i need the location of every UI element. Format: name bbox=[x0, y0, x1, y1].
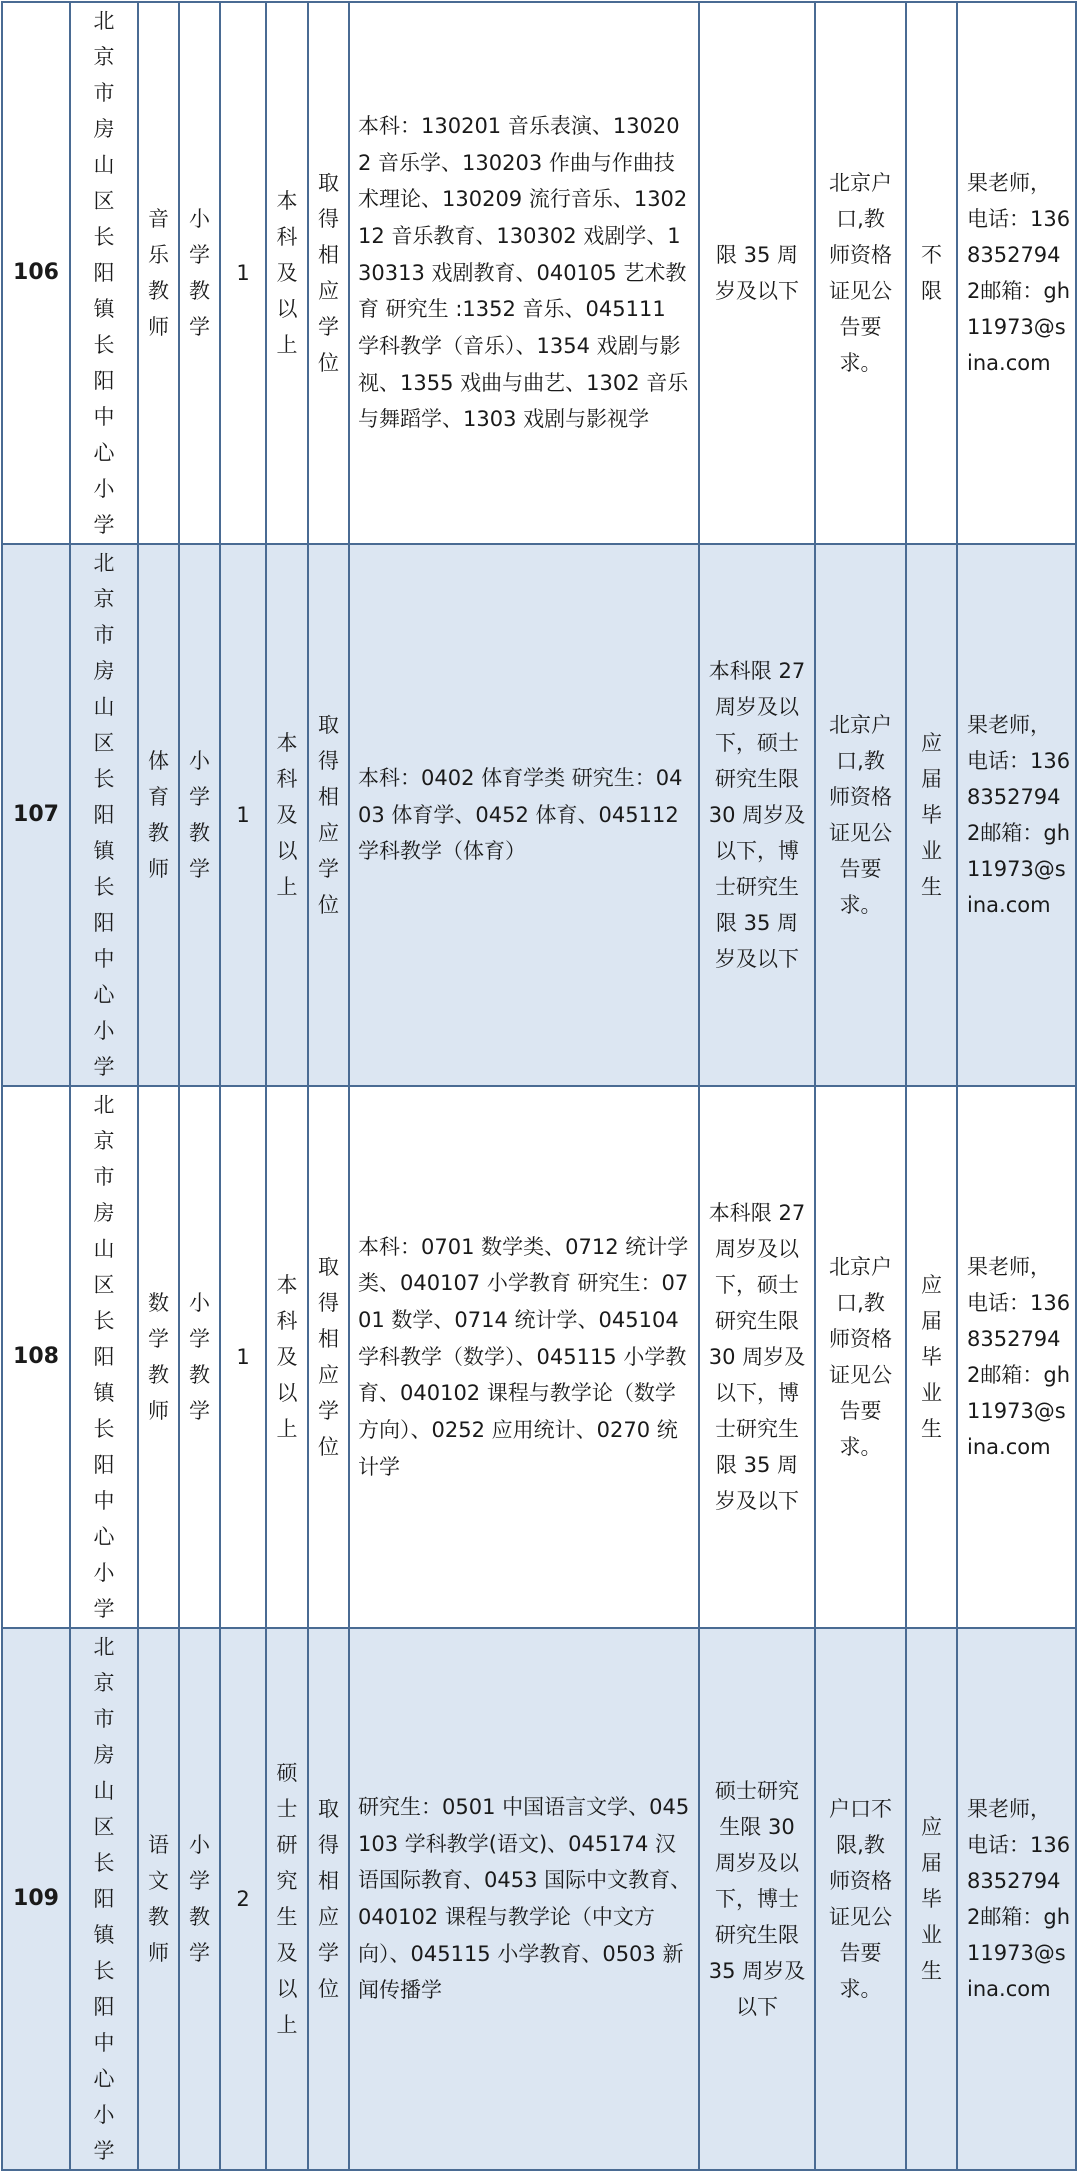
other-requirement: 北京户口,教师资格证见公告要求。 bbox=[815, 2, 906, 544]
position-number: 109 bbox=[2, 1628, 70, 2170]
contact-info: 果老师，电话：13683527942邮箱：gh11973@sina.com bbox=[957, 2, 1076, 544]
education-requirement: 本科及以上 bbox=[266, 1086, 308, 1628]
hiring-count: 1 bbox=[220, 544, 266, 1086]
position-name: 语文教师 bbox=[138, 1628, 179, 2170]
position-number: 106 bbox=[2, 2, 70, 544]
hiring-unit: 北京市房山区长阳镇长阳中心小学 bbox=[70, 1628, 138, 2170]
hiring-unit: 北京市房山区长阳镇长阳中心小学 bbox=[70, 1086, 138, 1628]
major-requirement: 本科：0402 体育学类 研究生：0403 体育学、0452 体育、045112 学科教学（体育） bbox=[349, 544, 699, 1086]
position-name: 数学教师 bbox=[138, 1086, 179, 1628]
table-row bbox=[2, 544, 1076, 1086]
education-requirement: 本科及以上 bbox=[266, 544, 308, 1086]
major-requirement: 本科：0701 数学类、0712 统计学类、040107 小学教育 研究生：0701 数学、0714 统计学、045104 学科教学（数学）、045115 小学教育、040102 课程与教学论（数学方向）、0252 应用统计、0270 统计学 bbox=[349, 1086, 699, 1628]
age-requirement: 硕士研究生限 30 周岁及以下，博士研究生限 35 周岁及以下 bbox=[699, 1628, 815, 2170]
age-requirement: 本科限 27 周岁及以下，硕士研究生限 30 周岁及以下，博士研究生限 35 周岁及以下 bbox=[699, 1086, 815, 1628]
contact-info: 果老师，电话：13683527942邮箱：gh11973@sina.com bbox=[957, 1086, 1076, 1628]
contact-info: 果老师，电话：13683527942邮箱：gh11973@sina.com bbox=[957, 1628, 1076, 2170]
table-row bbox=[2, 2, 1076, 544]
position-name: 体育教师 bbox=[138, 544, 179, 1086]
hiring-unit: 北京市房山区长阳镇长阳中心小学 bbox=[70, 544, 138, 1086]
position-category: 小学教学 bbox=[179, 2, 220, 544]
degree-requirement: 取得相应学位 bbox=[308, 544, 349, 1086]
age-requirement: 限 35 周岁及以下 bbox=[699, 2, 815, 544]
hiring-count: 2 bbox=[220, 1628, 266, 2170]
recruitment-table bbox=[1, 1, 1077, 2171]
hiring-count: 1 bbox=[220, 1086, 266, 1628]
position-number: 107 bbox=[2, 544, 70, 1086]
other-requirement: 户口不限,教师资格证见公告要求。 bbox=[815, 1628, 906, 2170]
position-category: 小学教学 bbox=[179, 544, 220, 1086]
table-row bbox=[2, 1628, 1076, 2170]
position-category: 小学教学 bbox=[179, 1086, 220, 1628]
degree-requirement: 取得相应学位 bbox=[308, 2, 349, 544]
other-requirement: 北京户口,教师资格证见公告要求。 bbox=[815, 1086, 906, 1628]
table-row bbox=[2, 1086, 1076, 1628]
contact-info: 果老师，电话：13683527942邮箱：gh11973@sina.com bbox=[957, 544, 1076, 1086]
position-category: 小学教学 bbox=[179, 1628, 220, 2170]
graduate-status: 应届毕业生 bbox=[906, 1628, 957, 2170]
other-requirement: 北京户口,教师资格证见公告要求。 bbox=[815, 544, 906, 1086]
position-number: 108 bbox=[2, 1086, 70, 1628]
education-requirement: 硕士研究生及以上 bbox=[266, 1628, 308, 2170]
education-requirement: 本科及以上 bbox=[266, 2, 308, 544]
graduate-status: 应届毕业生 bbox=[906, 1086, 957, 1628]
age-requirement: 本科限 27 周岁及以下，硕士研究生限 30 周岁及以下，博士研究生限 35 周岁及以下 bbox=[699, 544, 815, 1086]
hiring-unit: 北京市房山区长阳镇长阳中心小学 bbox=[70, 2, 138, 544]
major-requirement: 研究生：0501 中国语言文学、045103 学科教学(语文)、045174 汉语国际教育、0453 国际中文教育、040102 课程与教学论（中文方向）、045115 小学教育、0503 新闻传播学 bbox=[349, 1628, 699, 2170]
major-requirement: 本科：130201 音乐表演、130202 音乐学、130203 作曲与作曲技术理论、130209 流行音乐、130212 音乐教育、130302 戏剧学、130313 戏剧教育、040105 艺术教育 研究生 :1352 音乐、045111 学科教学（音乐）、1354 戏剧与影视、1355 戏曲与曲艺、1302 音乐与舞蹈学、1303 戏剧与影视学 bbox=[349, 2, 699, 544]
graduate-status: 不限 bbox=[906, 2, 957, 544]
graduate-status: 应届毕业生 bbox=[906, 544, 957, 1086]
degree-requirement: 取得相应学位 bbox=[308, 1628, 349, 2170]
hiring-count: 1 bbox=[220, 2, 266, 544]
position-name: 音乐教师 bbox=[138, 2, 179, 544]
degree-requirement: 取得相应学位 bbox=[308, 1086, 349, 1628]
